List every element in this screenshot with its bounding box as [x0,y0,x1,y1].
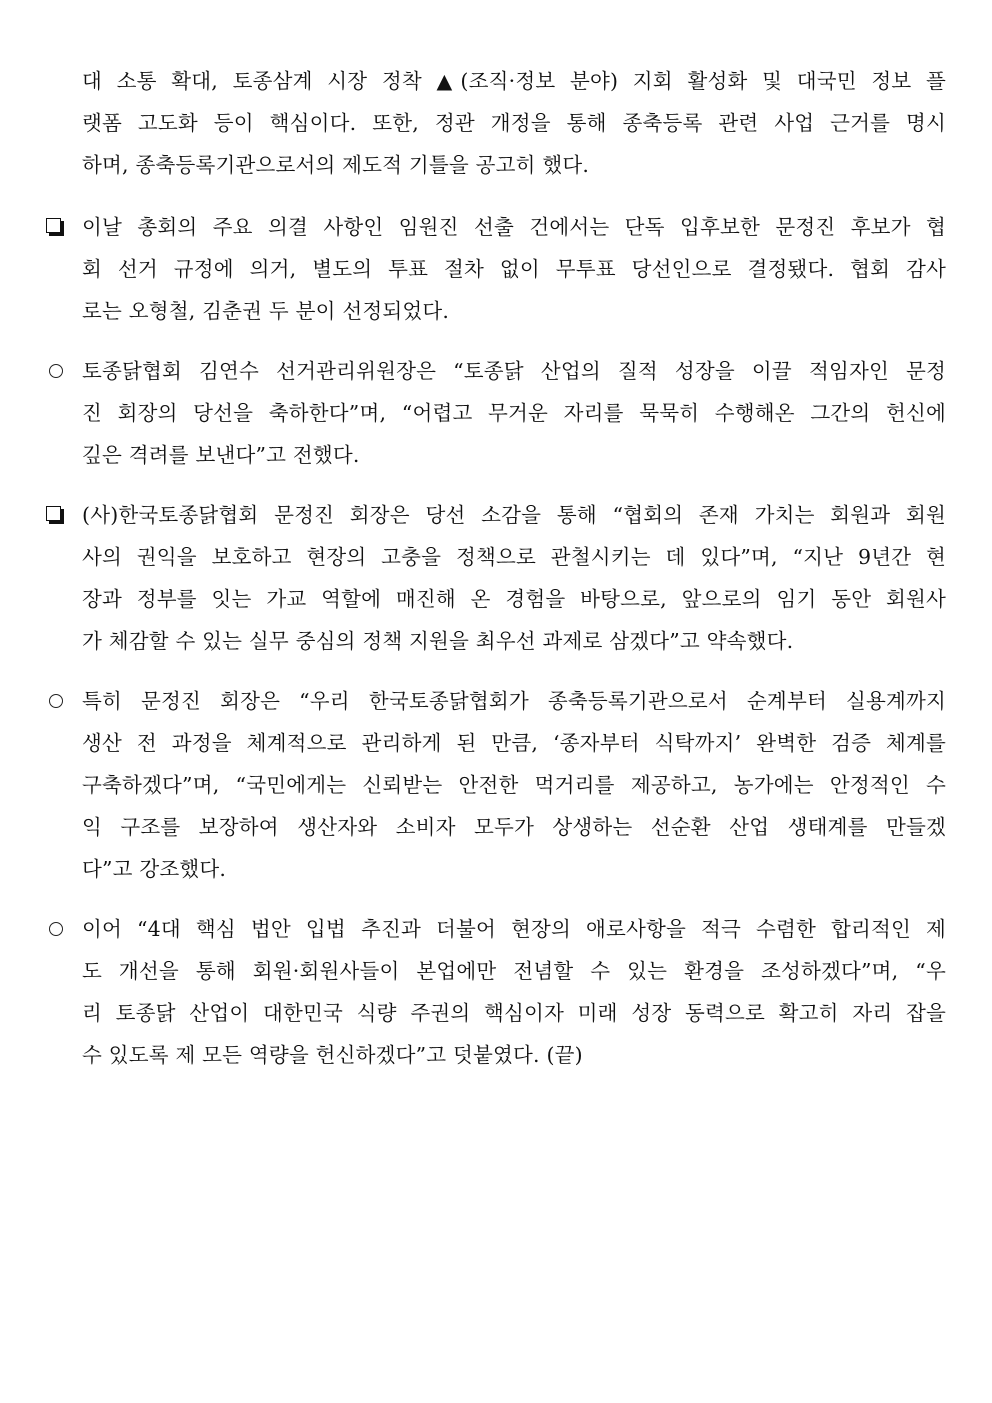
text-line: 랫폼 고도화 등이 핵심이다. 또한, 정관 개정을 통해 종축등록 관련 사업 근거를 명시 [82,111,946,135]
paragraph-marker [46,206,76,248]
text-line: 다”고 강조했다. [82,857,227,881]
paragraph-lines [82,494,946,662]
text-line: 대 소통 확대, 토종삼계 시장 정착 ▲(조직·정보 분야) 지회 활성화 및 대국민 정보 플 [82,69,946,93]
text-line: 익 구조를 보장하여 생산자와 소비자 모두가 상생하는 선순환 산업 생태계를 만들겠 [82,815,946,839]
paragraph-marker [46,908,76,950]
text-line: 하며, 종축등록기관으로서의 제도적 기틀을 공고히 했다. [82,153,590,177]
checkbox-bullet-icon [46,218,64,236]
paragraph-lines [82,350,946,476]
text-line: 수 있도록 제 모든 역량을 헌신하겠다”고 덧붙였다. (끝) [82,1043,583,1067]
paragraph-marker [46,350,76,392]
text-line: 가 체감할 수 있는 실무 중심의 정책 지원을 최우선 과제로 삼겠다”고 약속했다. [82,629,794,653]
circle-bullet-icon [49,364,63,378]
paragraph-election [46,206,946,332]
text-line: 사의 권익을 보호하고 현장의 고충을 정책으로 관철시키는 데 있다”며, “지난 9년간 현 [82,545,946,569]
text-line: 회 선거 규정에 의거, 별도의 투표 절차 없이 무투표 당선인으로 결정됐다. 협회 감사 [82,257,946,281]
paragraph-continuation [46,60,946,186]
text-line: 리 토종닭 산업이 대한민국 식량 주권의 핵심이자 미래 성장 동력으로 확고히 자리 잡을 [82,1001,946,1025]
text-line: 이날 총회의 주요 의결 사항인 임원진 선출 건에서는 단독 입후보한 문정진 후보가 협 [82,215,946,239]
circle-bullet-icon [49,694,63,708]
text-line: 구축하겠다”며, “국민에게는 신뢰받는 안전한 먹거리를 제공하고, 농가에는 안정적인 수 [82,773,946,797]
paragraph-marker [46,680,76,722]
text-line: 특히 문정진 회장은 “우리 한국토종닭협회가 종축등록기관으로서 순계부터 실용계까지 [82,689,946,713]
paragraph-president-emphasis [46,680,946,890]
text-line: 깊은 격려를 보낸다”고 전했다. [82,443,360,467]
checkbox-bullet-icon [46,506,64,524]
text-line: 도 개선을 통해 회원·회원사들이 본업에만 전념할 수 있는 환경을 조성하겠다”며, “우 [82,959,946,983]
text-line: 장과 정부를 잇는 가교 역할에 매진해 온 경험을 바탕으로, 앞으로의 임기 동안 회원사 [82,587,946,611]
paragraph-election-committee [46,350,946,476]
circle-bullet-icon [49,922,63,936]
text-line: 진 회장의 당선을 축하한다”며, “어렵고 무거운 자리를 묵묵히 수행해온 그간의 헌신에 [82,401,946,425]
paragraph-president-speech [46,494,946,662]
paragraph-lines [82,206,946,332]
paragraph-lines [82,680,946,890]
text-line: 이어 “4대 핵심 법안 입법 추진과 더불어 현장의 애로사항을 적극 수렴한 합리적인 제 [82,917,946,941]
text-line: 토종닭협회 김연수 선거관리위원장은 “토종닭 산업의 질적 성장을 이끌 적임자인 문정 [82,359,946,383]
text-line: 로는 오형철, 김춘권 두 분이 선정되었다. [82,299,450,323]
text-line: (사)한국토종닭협회 문정진 회장은 당선 소감을 통해 “협회의 존재 가치는 회원과 회원 [82,503,946,527]
paragraph-closing [46,908,946,1076]
text-line: 생산 전 과정을 체계적으로 관리하게 된 만큼, ‘종자부터 식탁까지’ 완벽한 검증 체계를 [82,731,946,755]
paragraph-lines [82,60,946,186]
paragraph-lines [82,908,946,1076]
paragraph-marker [46,494,76,536]
